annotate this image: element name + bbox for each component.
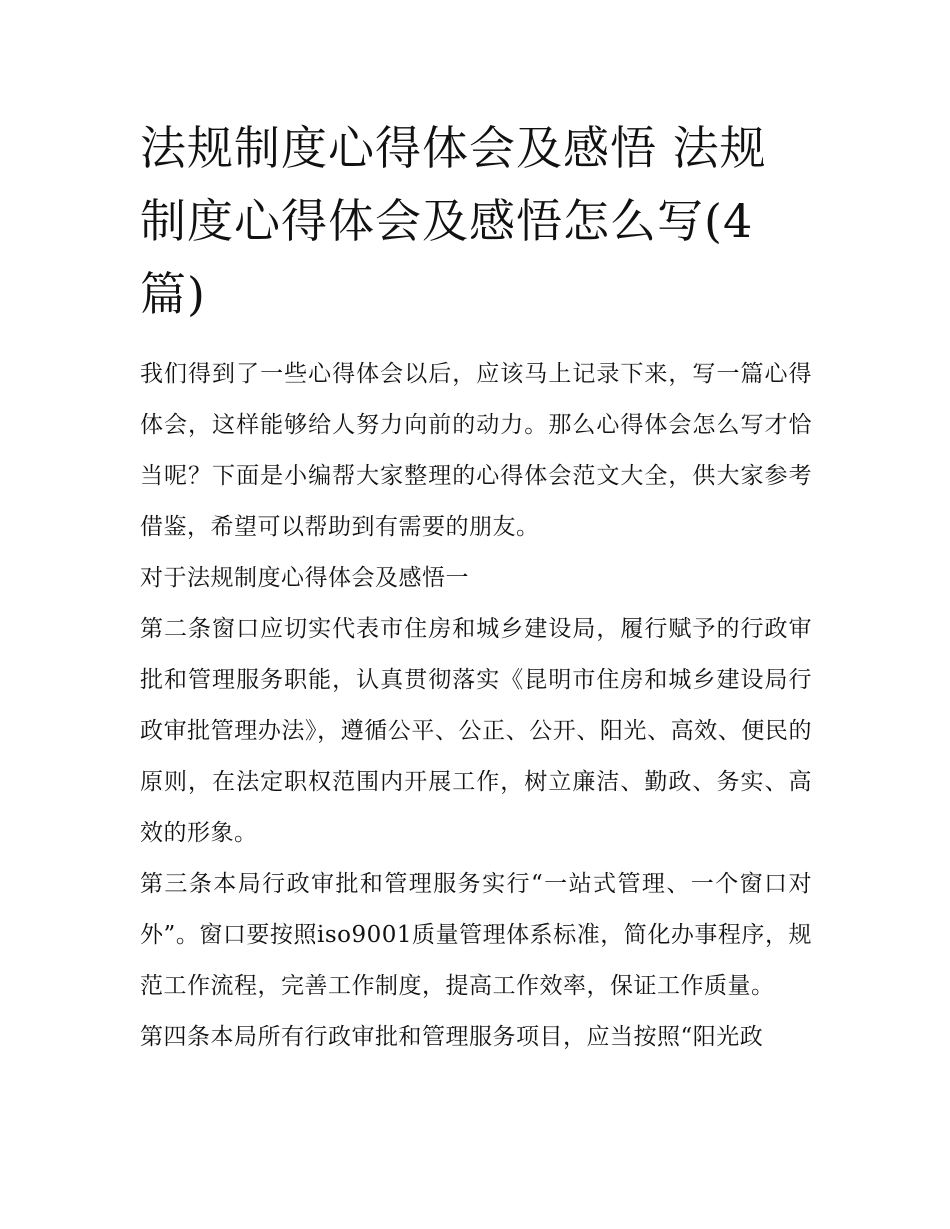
document-body (140, 112, 812, 1063)
intro-paragraph: 我们得到了一些心得体会以后，应该马上记录下来，写一篇心得体会，这样能够给人努力向前的动力。那么心得体会怎么写才恰当呢？下面是小编帮大家整理的心得体会范文大全，供大家参考借鉴，希望可以帮助到有需要的朋友。 (140, 361, 812, 540)
document-title: 法规制度心得体会及感悟 法规制度心得体会及感悟怎么写(4篇) (140, 121, 767, 321)
article-3-paragraph: 第三条本局行政审批和管理服务实行“一站式管理、一个窗口对外”。窗口要按照iso9001质量管理体系标准，简化办事程序，规范工作流程，完善工作制度，提高工作效率，保证工作质量。 (140, 871, 812, 999)
article-2-paragraph: 第二条窗口应切实代表市住房和城乡建设局，履行赋予的行政审批和管理服务职能，认真贯彻落实《昆明市住房和城乡建设局行政审批管理办法》，遵循公平、公正、公开、阳光、高效、便民的原则，在法定职权范围内开展工作，树立廉洁、勤政、务实、高效的形象。 (140, 616, 812, 846)
section-heading: 对于法规制度心得体会及感悟一 (140, 565, 469, 591)
article-4-paragraph: 第四条本局所有行政审批和管理服务项目，应当按照“阳光政 (140, 1024, 764, 1050)
